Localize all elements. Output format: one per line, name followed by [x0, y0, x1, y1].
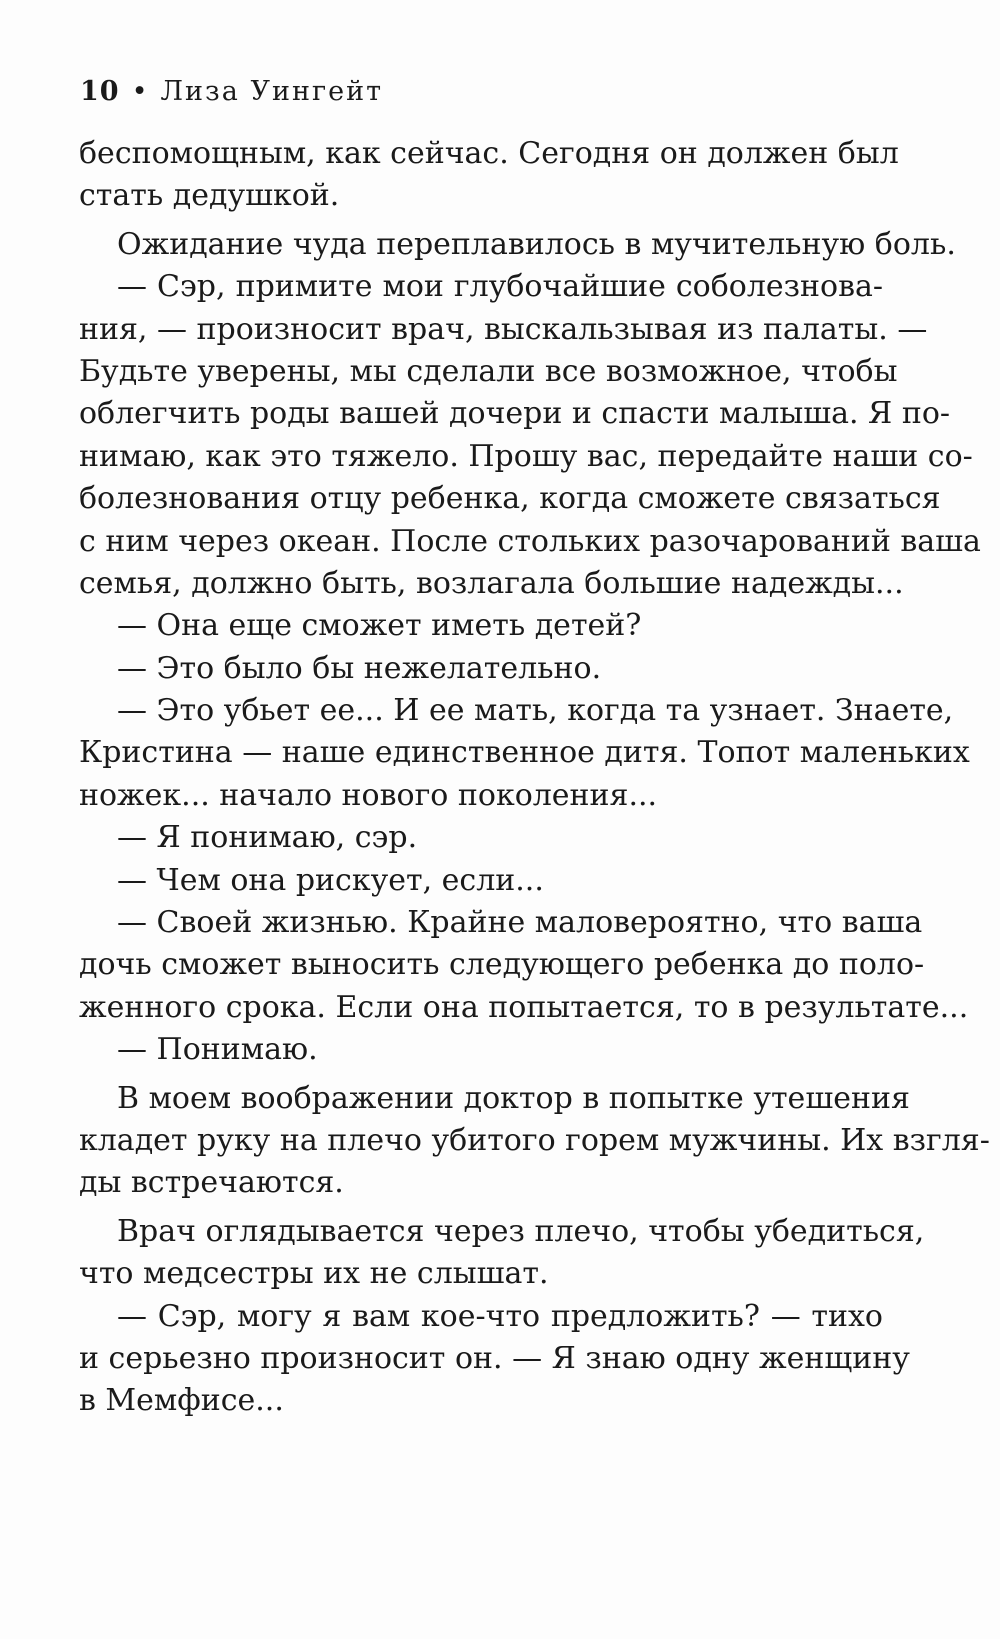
text-line: нимаю, как это тяжело. Прошу вас, передайте наши со-	[79, 438, 973, 474]
text-line: — Чем она рискует, если...	[117, 862, 544, 898]
text-line: В моем воображении доктор в попытке утешения	[117, 1080, 910, 1116]
text-line: — Это убьет ее... И ее мать, когда та узнает. Знаете,	[117, 693, 954, 729]
text-line: Будьте уверены, мы сделали все возможное, чтобы	[79, 353, 898, 389]
text-line: — Сэр, могу я вам кое-что предложить? — тихо	[117, 1298, 883, 1334]
header-separator: •	[131, 76, 149, 107]
page-number: 10	[80, 76, 120, 107]
text-line: — Она еще сможет иметь детей?	[117, 608, 642, 644]
text-line: беспомощным, как сейчас. Сегодня он должен был	[79, 136, 899, 171]
body-text	[79, 133, 990, 1423]
author-name: Лиза Уингейт	[160, 76, 384, 107]
text-line: — Я понимаю, сэр.	[117, 820, 418, 856]
text-line: — Понимаю.	[117, 1032, 318, 1068]
text-line: с ним через океан. После стольких разочарований ваша	[79, 523, 981, 559]
text-line: стать дедушкой.	[79, 178, 340, 214]
text-line: женного срока. Если она попытается, то в результате...	[79, 989, 969, 1025]
text-line: кладет руку на плечо убитого горем мужчины. Их взгля-	[79, 1122, 990, 1158]
text-line: болезнования отцу ребенка, когда сможете связаться	[79, 481, 941, 517]
text-line: и серьезно произносит он. — Я знаю одну женщину	[79, 1340, 910, 1376]
text-line: в Мемфисе...	[79, 1383, 284, 1419]
text-line: облегчить роды вашей дочери и спасти малыша. Я по-	[79, 396, 951, 432]
text-line: ножек... начало нового поколения...	[79, 777, 658, 813]
text-line: Врач оглядывается через плечо, чтобы убедиться,	[117, 1213, 925, 1249]
text-line: дочь сможет выносить следующего ребенка до поло-	[79, 947, 925, 983]
text-line: — Сэр, примите мои глубочайшие соболезнова-	[117, 269, 883, 305]
running-head	[80, 76, 383, 108]
text-line: что медсестры их не слышат.	[79, 1256, 549, 1292]
text-line: Ожидание чуда переплавилось в мучительную боль.	[117, 226, 956, 262]
text-line: — Своей жизнью. Крайне маловероятно, что ваша	[117, 905, 923, 941]
text-line: Кристина — наше единственное дитя. Топот маленьких	[79, 735, 970, 771]
text-line: семья, должно быть, возлагала большие надежды...	[79, 565, 904, 601]
text-line: ния, — произносит врач, выскальзывая из палаты. —	[79, 311, 928, 347]
text-line: — Это было бы нежелательно.	[117, 650, 602, 686]
text-line: ды встречаются.	[79, 1165, 344, 1201]
